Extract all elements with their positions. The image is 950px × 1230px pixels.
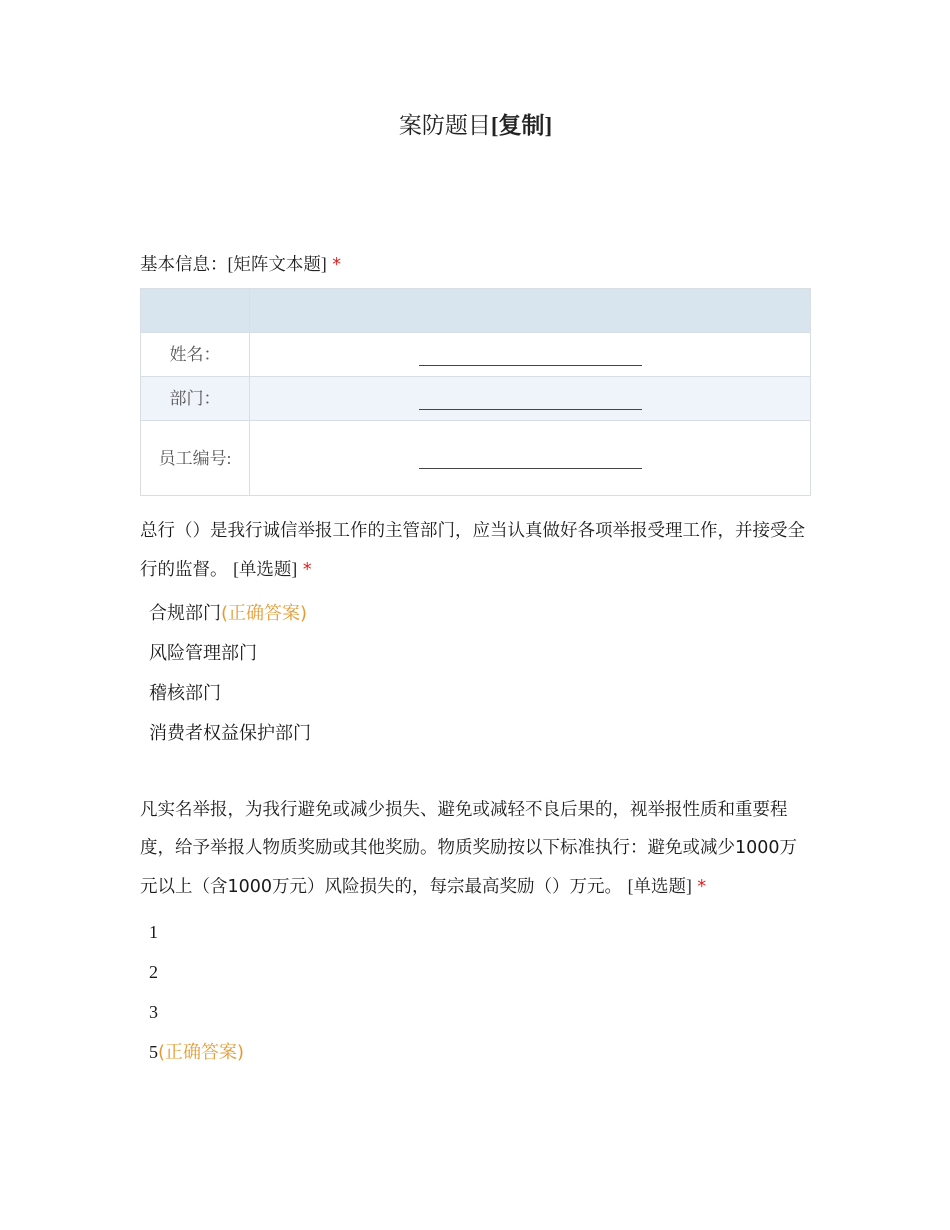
question-type-label: [单选题]	[627, 876, 692, 896]
employee-id-field[interactable]	[250, 421, 811, 496]
option-item[interactable]	[140, 594, 311, 634]
required-mark: *	[697, 877, 707, 897]
name-field[interactable]	[250, 333, 811, 377]
option-label: 2	[149, 962, 158, 982]
question-text: 总行（）是我行诚信举报工作的主管部门，应当认真做好各项举报受理工作，并接受全行的监督。	[140, 521, 805, 580]
option-item[interactable]	[140, 634, 311, 674]
matrix-row-name	[141, 333, 811, 377]
page-title	[140, 108, 811, 144]
option-item[interactable]	[140, 1032, 244, 1072]
question-basic-info	[140, 245, 811, 284]
matrix-table	[140, 288, 811, 496]
option-label: 风险管理部门	[149, 643, 257, 664]
question-reporting-department	[140, 512, 811, 589]
department-field[interactable]	[250, 377, 811, 421]
question-type-label: [单选题]	[233, 559, 298, 579]
option-item[interactable]	[140, 912, 244, 952]
matrix-header-row	[141, 289, 811, 333]
option-label: 1	[149, 922, 158, 942]
required-mark: *	[332, 255, 341, 275]
option-label: 5	[149, 1042, 158, 1062]
matrix-row-label: 员工编号:	[141, 421, 250, 496]
page-title-suffix: [复制]	[490, 113, 553, 138]
matrix-row-label: 姓名：	[141, 333, 250, 377]
matrix-header-cell	[250, 289, 811, 333]
question-text: 基本信息：	[140, 255, 228, 275]
correct-answer-tag: (正确答案)	[221, 603, 308, 624]
question-reward-amount	[140, 791, 811, 906]
option-item[interactable]	[140, 952, 244, 992]
option-label: 3	[149, 1002, 158, 1022]
required-mark: *	[302, 560, 312, 580]
correct-answer-tag: (正确答案)	[158, 1042, 245, 1063]
options-list	[140, 594, 311, 754]
matrix-row-employee-id	[141, 421, 811, 496]
option-label: 消费者权益保护部门	[149, 723, 311, 744]
option-label: 稽核部门	[149, 683, 221, 704]
matrix-row-label: 部门：	[141, 377, 250, 421]
matrix-header-cell-blank	[141, 289, 250, 333]
matrix-row-department	[141, 377, 811, 421]
option-item[interactable]	[140, 992, 244, 1032]
option-label: 合规部门	[149, 603, 221, 624]
question-text: 凡实名举报，为我行避免或减少损失、避免或减轻不良后果的，视举报性质和重要程度，给予举报人物质奖励或其他奖励。物质奖励按以下标准执行：避免或减少1000万元以上（含1000万元）风险损失的，每宗最高奖励（）万元。	[140, 800, 798, 897]
fill-blank-line[interactable]	[419, 408, 642, 410]
options-list	[140, 912, 244, 1072]
option-item[interactable]	[140, 674, 311, 714]
fill-blank-line[interactable]	[419, 364, 642, 366]
fill-blank-line[interactable]	[419, 467, 642, 469]
page-title-text: 案防题目	[398, 113, 491, 139]
option-item[interactable]	[140, 714, 311, 754]
question-type-label: [矩阵文本题]	[227, 254, 327, 274]
